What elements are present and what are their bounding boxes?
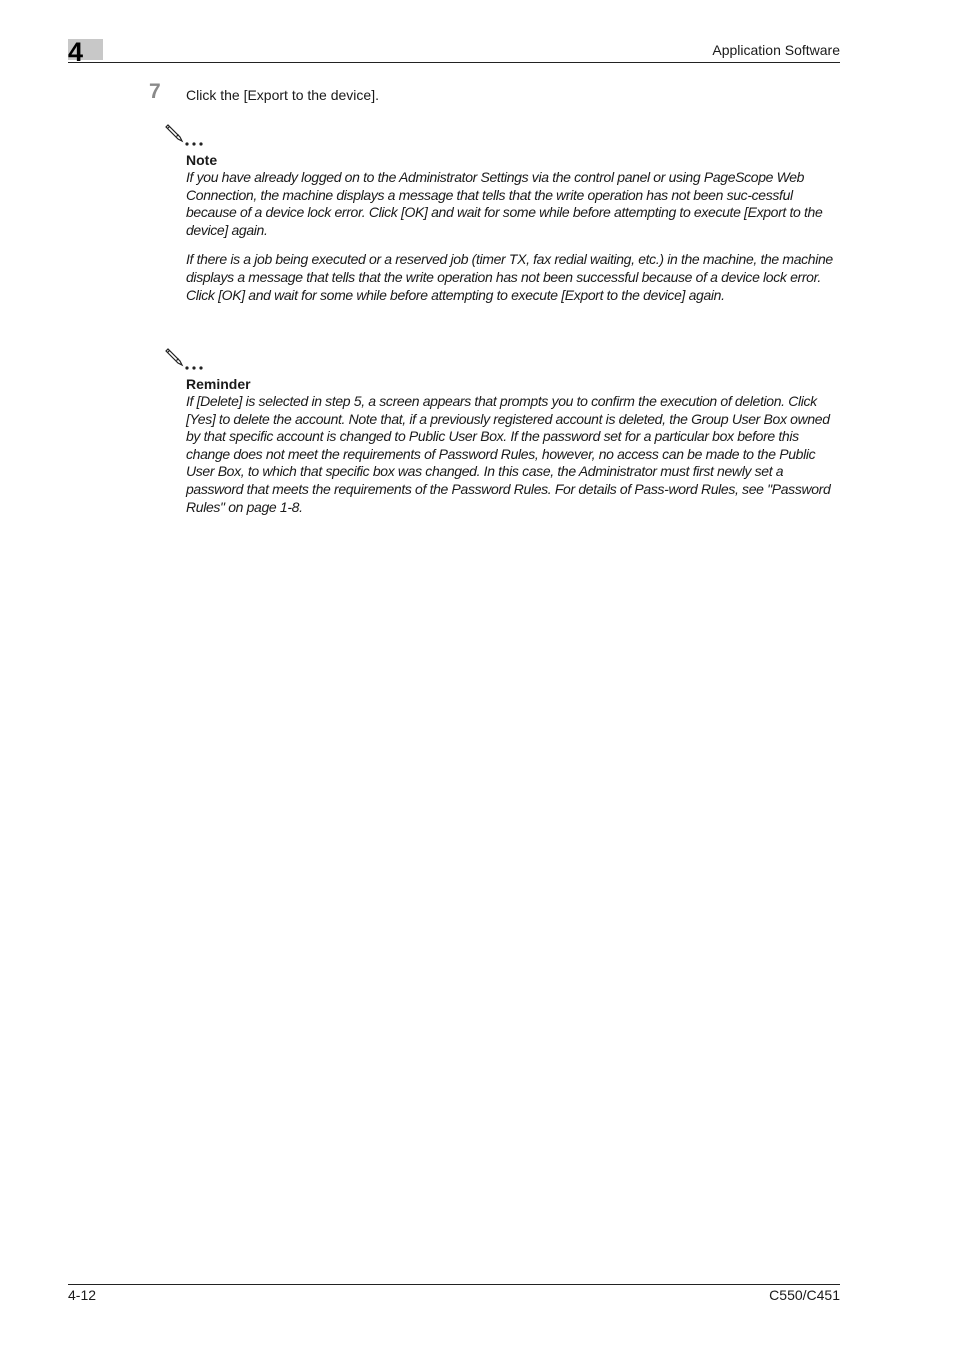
- footer-divider: [68, 1284, 840, 1285]
- chapter-number: 4: [68, 37, 84, 67]
- reminder-block: [186, 375, 842, 516]
- note-paragraph: If you have already logged on to the Administrator Settings via the control panel or using PageScope Web Connection, the machine displays a message that tells that the write operation has not been suc-cessful because of a device lock error. Click [OK] and wait for some while before attempting to execute [Export to the device] again.: [186, 169, 823, 238]
- page-number: 4-12: [68, 1287, 97, 1303]
- note-paragraph: If there is a job being executed or a reserved job (timer TX, fax redial waiting, etc.) in the machine, the machine displays a message that tells that the write operation has not been successful because of a device lock error. Click [OK] and wait for some while before attempting to execute [Export to the device] again.: [186, 251, 833, 303]
- model-name: C550/C451: [769, 1287, 840, 1303]
- reminder-heading: Reminder: [186, 376, 251, 392]
- note-heading: Note: [186, 152, 218, 168]
- reminder-paragraph: If [Delete] is selected in step 5, a screen appears that prompts you to confirm the execution of deletion. Click [Yes] to delete the account. Note that, if a previously registered account is deleted, the Group User Box owned by that specific account is changed to Public User Box. If the password set for a particular box before this change does not meet the requirements of Password Rules, however, no access can be made to the Public User Box, to which that specific box was changed. In this case, the Administrator must first newly set a password that meets the requirements of the Password Rules. For details of Pass-word Rules, see "Password Rules" on page 1-8.: [186, 393, 831, 515]
- step-instruction: Click the [Export to the device].: [186, 87, 379, 103]
- note-block: [186, 151, 842, 304]
- pencil-note-icon: [163, 346, 209, 370]
- pencil-note-icon: [163, 122, 209, 146]
- section-title: Application Software: [712, 42, 840, 58]
- step-number: 7: [149, 80, 161, 103]
- header-divider: [68, 62, 840, 63]
